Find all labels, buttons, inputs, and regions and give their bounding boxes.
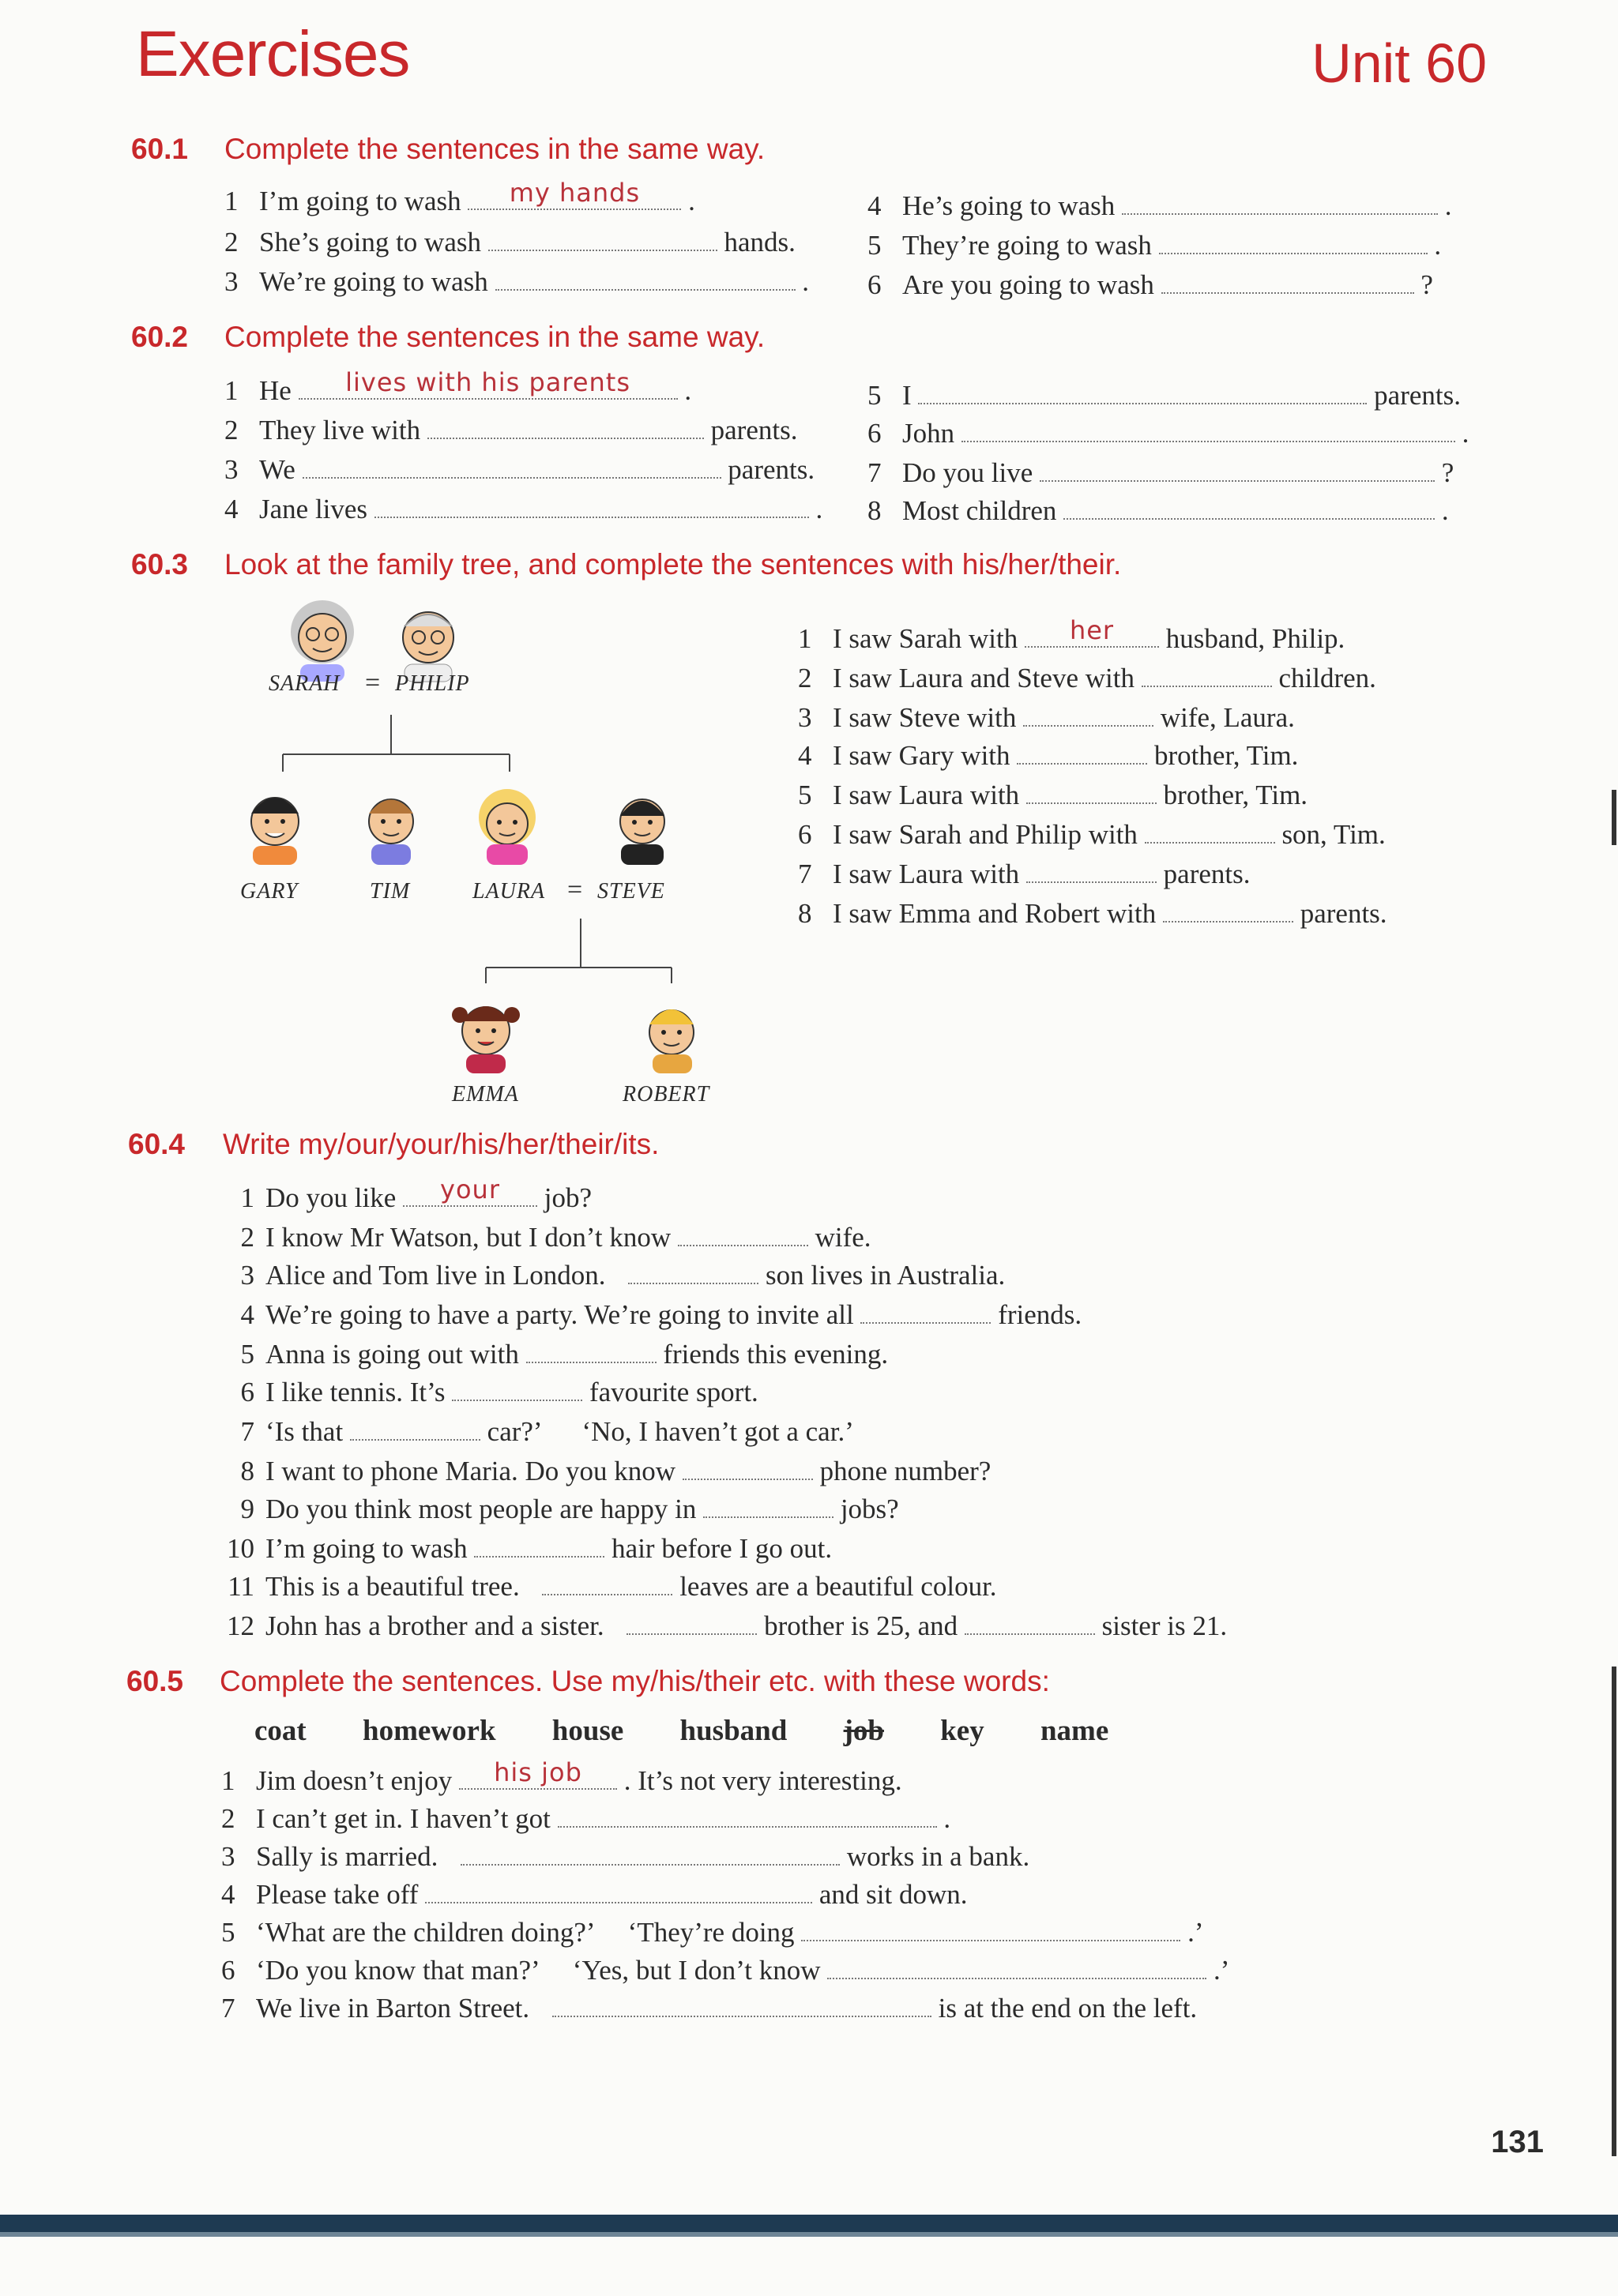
exercise-item [867,267,1433,303]
item-text: They’re going to wash [902,230,1152,261]
item-text: Anna is going out with [265,1339,519,1370]
exercise-item [221,1877,968,1913]
answer-blank[interactable] [1026,858,1157,883]
item-number: 6 [221,1955,235,1986]
item-text: I [902,380,912,411]
item-text: I saw Laura with [833,780,1020,810]
item-number: 7 [240,1416,254,1447]
exercise-item [207,1414,854,1450]
exercise-item [798,660,1376,697]
answer-blank[interactable] [542,1570,672,1595]
item-number: 4 [221,1879,235,1910]
exercise-item [867,227,1441,264]
item-number: 7 [867,457,882,488]
tree-name-gary: GARY [240,879,299,904]
tree-name-laura: LAURA [472,879,546,904]
exercise-item [207,1569,997,1605]
steve-face-icon [620,799,664,865]
item-text: wife. [815,1222,871,1253]
exercise-number: 60.1 [131,133,189,165]
item-text: John has a brother and a sister. [265,1610,604,1641]
exercise-heading [131,321,765,354]
item-text: jobs? [840,1494,899,1524]
answer-blank[interactable] [1023,701,1153,727]
item-text: I saw Laura with [833,859,1020,889]
exercise-item [207,1374,758,1411]
margin-bar [1612,1667,1616,2156]
exercise-item [221,1990,1197,2027]
exercise-item [221,1801,950,1837]
exercise-number: 60.2 [131,321,189,353]
item-text: I know Mr Watson, but I don’t know [265,1222,672,1253]
tree-name-philip: PHILIP [395,671,470,696]
exercise-heading [126,1665,1050,1698]
answer-blank[interactable] [1145,818,1275,844]
item-number: 1 [224,375,239,406]
item-number: 10 [227,1533,254,1564]
tim-face-icon [369,799,413,865]
answer-blank[interactable] [1025,615,1159,648]
item-text: ‘Is that [265,1416,344,1447]
item-text: parents. [728,454,815,485]
answer-blank[interactable] [558,1802,937,1828]
item-text: She’s going to wash [259,227,481,257]
exercise-item [867,455,1454,491]
exercise-item [207,1608,1227,1644]
answer-blank[interactable] [488,226,717,251]
item-number: 4 [867,190,882,221]
handwritten-answer: his job [494,1757,582,1787]
exercise-item [207,1491,899,1528]
laura-face-icon [479,789,536,865]
answer-blank[interactable] [1026,779,1157,804]
exercise-item [207,1174,593,1216]
item-text: .’ [1187,1917,1204,1948]
robert-face-icon [649,1009,694,1073]
item-number: 4 [224,494,239,524]
item-text: I saw Laura and Steve with [833,663,1134,693]
item-number: 5 [867,230,882,261]
item-text: car?’ ‘No, I haven’t got a car.’ [487,1416,854,1447]
exercise-item [798,777,1308,814]
item-text: Most children [902,495,1057,526]
answer-blank[interactable] [461,1840,840,1866]
footer-bar-shadow [0,2232,1618,2237]
exercise-number: 60.5 [126,1665,184,1697]
exercise-item [207,1531,832,1567]
item-text: I like tennis. It’s [265,1377,446,1407]
item-number: 7 [798,859,812,889]
item-text: brother, Tim. [1163,780,1308,810]
word: house [551,1715,624,1747]
answer-blank[interactable] [452,1376,582,1401]
item-number: 1 [224,186,239,216]
item-text: He [259,375,292,406]
item-text: We live in Barton Street. [256,1993,530,2024]
item-number: 2 [240,1222,254,1253]
item-text: phone number? [819,1456,991,1486]
item-number: 1 [798,623,812,654]
item-text: ? [1420,269,1433,300]
item-text: Sally is married. [256,1841,438,1872]
item-text: ‘What are the children doing?’ ‘They’re doing [256,1917,795,1948]
item-text: I saw Sarah with [833,623,1018,654]
item-text: hands. [724,227,796,257]
item-text: I’m going to wash [259,186,461,216]
exercise-heading [128,1128,659,1161]
exercise-item [798,817,1386,853]
item-text: . [815,494,823,524]
item-number: 8 [798,898,812,929]
item-text: leaves are a beautiful colour. [679,1571,997,1602]
exercise-item [798,615,1345,657]
answer-blank[interactable] [703,1493,833,1518]
exercise-item [798,896,1387,932]
item-number: 2 [221,1803,235,1834]
item-text: wife, Laura. [1160,702,1295,733]
item-text: parents. [1300,898,1387,929]
item-text: He’s going to wash [902,190,1116,221]
item-text: Are you going to wash [902,269,1154,300]
answer-blank[interactable] [678,1221,808,1246]
item-text: . [1441,495,1449,526]
item-text: Do you like [265,1182,397,1213]
item-number: 1 [240,1182,254,1213]
page-title: Exercises [136,18,410,90]
answer-blank[interactable] [1161,269,1414,294]
exercise-item [207,1336,888,1373]
item-number: 6 [798,819,812,850]
answer-blank[interactable] [495,265,796,291]
item-text: parents. [1374,380,1461,411]
exercise-item [224,178,695,220]
item-text: works in a bank. [846,1841,1030,1872]
item-number: 1 [221,1765,235,1796]
item-text: parents. [710,415,798,445]
item-number: 2 [798,663,812,693]
item-text: .’ [1214,1955,1230,1986]
item-number: 5 [798,780,812,810]
exercise-item [224,412,797,449]
exercise-instruction: Complete the sentences in the same way. [224,321,766,353]
answer-blank[interactable] [459,1757,617,1790]
answer-blank[interactable] [552,1992,931,2017]
exercise-number: 60.3 [131,548,189,581]
tree-name-tim: TIM [370,879,411,904]
item-text: and sit down. [818,1879,968,1910]
item-text: Jim doesn’t enjoy [256,1765,453,1796]
handwritten-answer: her [1069,615,1115,645]
item-text: son, Tim. [1281,819,1386,850]
exercise-instruction: Look at the family tree, and complete the sentences with his/her/their. [224,548,1122,581]
exercise-item [798,700,1295,736]
tree-name-sarah: SARAH [269,671,341,696]
answer-blank[interactable] [801,1916,1180,1941]
item-number: 4 [798,740,812,771]
item-text: friends. [998,1299,1082,1330]
unit-title: Unit 60 [1311,32,1487,94]
item-text: brother is 25, and [764,1610,958,1641]
item-number: 3 [224,454,239,485]
item-number: 5 [867,380,882,411]
item-text: sister is 21. [1101,1610,1228,1641]
item-number: 3 [224,266,239,297]
answer-blank[interactable] [403,1174,537,1207]
item-text: . [684,375,692,406]
family-tree [221,588,743,1110]
item-text: I’m going to wash [265,1533,468,1564]
item-text: They live with [259,415,421,445]
item-text: This is a beautiful tree. [265,1571,520,1602]
exercise-item [221,1839,1029,1875]
item-number: 3 [240,1260,254,1291]
answer-blank[interactable] [1159,229,1428,254]
item-number: 6 [867,269,882,300]
word-box [254,1714,1157,1748]
item-text: Alice and Tom live in London. [265,1260,606,1291]
exercise-heading [131,133,765,166]
item-text: Do you think most people are happy in [265,1494,697,1524]
tree-name-emma: EMMA [452,1082,519,1107]
word: key [940,1715,984,1747]
answer-blank[interactable] [683,1455,813,1480]
answer-blank[interactable] [425,1878,812,1903]
item-number: 3 [798,702,812,733]
item-number: 3 [221,1841,235,1872]
item-text: I saw Gary with [833,740,1010,771]
answer-blank[interactable] [860,1298,991,1324]
item-text: husband, Philip. [1165,623,1345,654]
gary-face-icon [251,798,299,865]
margin-bar [1612,790,1616,845]
item-text: job? [544,1182,593,1213]
item-text: hair before I go out. [611,1533,833,1564]
exercise-item [224,367,692,409]
word: homework [363,1715,496,1747]
exercise-item [221,1915,1203,1951]
handwritten-answer: my hands [509,178,641,208]
item-text: ? [1441,457,1454,488]
tree-equals: = [365,668,382,697]
answer-blank[interactable] [961,417,1455,442]
answer-blank[interactable] [374,493,809,518]
sarah-face-icon [291,600,354,682]
answer-blank[interactable] [1163,897,1293,923]
answer-blank[interactable] [350,1415,480,1441]
answer-blank[interactable] [965,1610,1095,1635]
item-text: friends this evening. [663,1339,889,1370]
emma-face-icon [452,1006,520,1073]
page-number: 131 [1491,2125,1544,2159]
exercise-item [867,415,1469,452]
exercise-heading [131,548,1121,581]
answer-blank[interactable] [468,178,681,210]
item-text: children. [1278,663,1376,693]
tree-equals: = [567,875,584,904]
item-text: . [1434,230,1442,261]
item-text: I saw Sarah and Philip with [833,819,1138,850]
item-text: I saw Emma and Robert with [833,898,1157,929]
exercise-instruction: Write my/our/your/his/her/their/its. [223,1128,660,1160]
item-text: Please take off [256,1879,419,1910]
answer-blank[interactable] [918,379,1367,404]
exercise-item [224,452,815,488]
exercise-item [798,856,1251,892]
item-number: 6 [240,1377,254,1407]
item-text: is at the end on the left. [938,1993,1198,2024]
item-number: 5 [221,1917,235,1948]
answer-blank[interactable] [1142,662,1272,687]
item-number: 7 [221,1993,235,2024]
item-text: I want to phone Maria. Do you know [265,1456,676,1486]
item-text: We [259,454,295,485]
exercise-item [867,378,1461,414]
item-text: I can’t get in. I haven’t got [256,1803,551,1834]
exercise-item [207,1257,1005,1294]
item-text: son lives in Australia. [765,1260,1006,1291]
item-text: ‘Do you know that man?’ ‘Yes, but I don’t know [256,1955,821,1986]
answer-blank[interactable] [427,414,704,439]
exercise-item [221,1952,1229,1989]
item-text: . [1444,190,1452,221]
item-text: John [902,418,955,449]
item-text: . It’s not very interesting. [623,1765,902,1796]
item-text: brother, Tim. [1154,740,1299,771]
answer-blank[interactable] [1063,494,1435,520]
item-number: 2 [224,415,239,445]
item-text: . [943,1803,951,1834]
tree-name-robert: ROBERT [623,1082,710,1107]
word: name [1040,1715,1109,1747]
exercise-item [224,224,796,261]
exercise-item [221,1757,902,1799]
item-text: We’re going to have a party. We’re going to invite all [265,1299,854,1330]
exercise-item [207,1219,871,1256]
word: coat [254,1715,307,1747]
answer-blank[interactable] [627,1610,757,1635]
word-crossed-out: job [843,1715,884,1747]
exercise-instruction: Complete the sentences. Use my/his/their etc. with these words: [220,1665,1050,1697]
exercise-item [207,1297,1082,1333]
exercise-item [867,493,1449,529]
item-text: . [802,266,809,297]
exercise-item [224,491,822,528]
exercise-item [207,1453,991,1490]
exercise-item [867,188,1452,224]
word: husband [679,1715,788,1747]
item-text: parents. [1163,859,1251,889]
handwritten-answer: lives with his parents [345,367,630,397]
item-text: We’re going to wash [259,266,488,297]
exercise-instruction: Complete the sentences in the same way. [224,133,766,165]
exercise-item [798,738,1298,774]
item-text: Do you live [902,457,1033,488]
answer-blank[interactable] [474,1532,604,1558]
item-number: 2 [224,227,239,257]
answer-blank[interactable] [1040,457,1435,482]
exercise-item [224,264,809,300]
item-number: 9 [240,1494,254,1524]
item-text: I saw Steve with [833,702,1017,733]
item-text: . [688,186,695,216]
handwritten-answer: your [440,1174,500,1204]
tree-name-steve: STEVE [597,879,665,904]
answer-blank[interactable] [1017,739,1147,765]
item-text: . [1462,418,1469,449]
answer-blank[interactable] [299,367,678,400]
item-number: 4 [240,1299,254,1330]
item-number: 8 [240,1456,254,1486]
answer-blank[interactable] [1122,190,1438,215]
item-text: Jane lives [259,494,368,524]
item-number: 8 [867,495,882,526]
answer-blank[interactable] [827,1954,1206,1979]
item-number: 12 [227,1610,254,1641]
item-number: 6 [867,418,882,449]
item-number: 11 [228,1571,254,1602]
item-number: 5 [240,1339,254,1370]
exercise-number: 60.4 [128,1128,186,1160]
answer-blank[interactable] [526,1338,657,1363]
answer-blank[interactable] [303,453,721,479]
item-text: favourite sport. [589,1377,758,1407]
footer-bar [0,2215,1618,2232]
answer-blank[interactable] [628,1259,758,1284]
